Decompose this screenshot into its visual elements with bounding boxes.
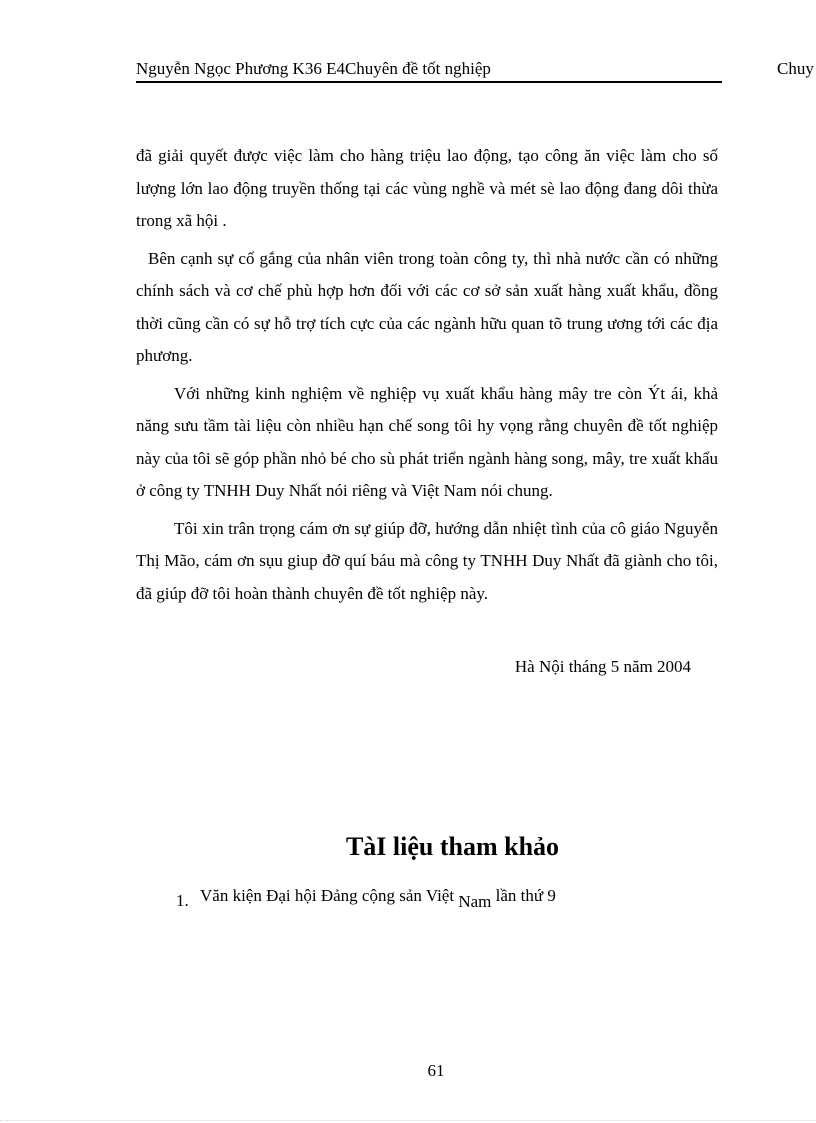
reference-number: 1. xyxy=(176,891,189,910)
date-signature-line: Hà Nội tháng 5 năm 2004 xyxy=(514,657,691,676)
page-bottom-divider xyxy=(0,1120,816,1121)
paragraph: đã giải quyết được việc làm cho hàng triệu lao động, tạo công ăn việc làm cho số lượng lớn lao động truyền thống tại các vùng nghề và mét sè lao động đang dôi thừa trong xã hội . xyxy=(136,146,718,230)
running-header-right: Chuy xyxy=(777,59,814,78)
reference-item xyxy=(176,884,556,911)
running-header-title: Nguyễn Ngọc Phương K36 E4Chuyên đề tốt nghiệp xyxy=(136,58,722,83)
reference-text: Văn kiện Đại hội Đảng cộng sản Việt xyxy=(200,886,459,905)
body-text xyxy=(136,140,718,615)
page-number: 61 xyxy=(427,1061,445,1080)
references-heading: TàI liệu tham khảo xyxy=(345,832,560,861)
reference-text-end: lần thứ 9 xyxy=(491,886,556,905)
paragraph: Tôi xin trân trọng cám ơn sự giúp đỡ, hướng dẫn nhiệt tình của cô giáo Nguyễn Thị Mão, cám ơn sụu giup đỡ quí báu mà công ty TNHH Duy Nhất đã giành cho tôi, đã giúp đỡ tôi hoàn thành chuyên đề tốt nghiệp này. xyxy=(136,518,718,603)
paragraph: Với những kinh nghiệm về nghiệp vụ xuất khẩu hàng mây tre còn Ýt ái, khả năng sưu tầm tài liệu còn nhiều hạn chế song tôi hy vọng rằng chuyên đề tốt nghiệp này của tôi sẽ góp phần nhỏ bé cho sù phát triển ngành hàng song, mây, tre xuất khẩu ở công ty TNHH Duy Nhất nói riêng và Việt Nam nói chung. xyxy=(136,383,718,500)
reference-text-subscript: Nam xyxy=(458,892,492,911)
paragraph: Bên cạnh sự cố gắng của nhân viên trong toàn công ty, thì nhà nước cần có những chính sách và cơ chế phù hợp hơn đối với các cơ sở sản xuất hàng xuất khẩu, đồng thời cũng cần có sự hỗ trợ tích cực của các ngành hữu quan tõ trung ương tới các địa phương. xyxy=(136,248,718,365)
